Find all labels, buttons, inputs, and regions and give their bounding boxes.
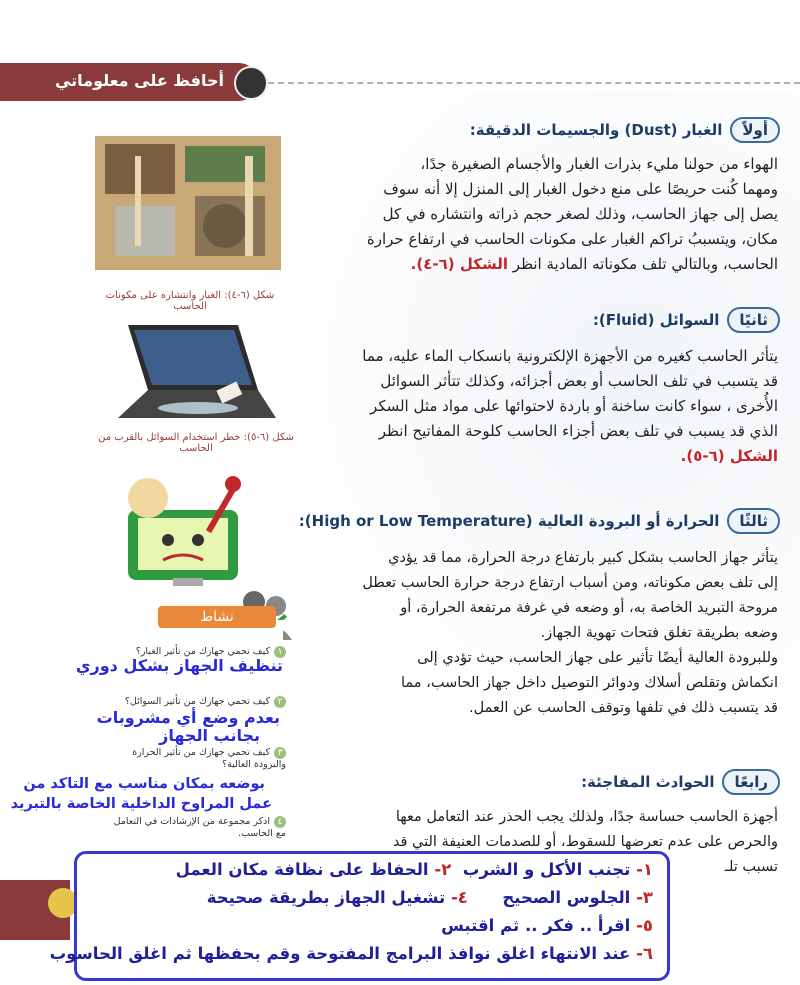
dotted-divider xyxy=(268,82,800,84)
handwritten-answer: بجانب الجهاز xyxy=(159,726,260,745)
para-line: تسبب تلـ xyxy=(724,859,778,875)
activity-question xyxy=(101,816,286,839)
question-text: كيف تحمي جهازك من تأثير الحرارة والبرودة العالية؟ xyxy=(132,747,286,770)
activity-tab: نشاط xyxy=(158,606,276,628)
figure-caption: شكل (٦-٤): الغبار وانتشاره على مكونات الحاسب xyxy=(105,290,275,312)
section-heading: الغبار (Dust) والجسيمات الدقيقة: xyxy=(469,121,723,139)
section-label: ثانيًا xyxy=(727,307,780,333)
para-line: مروحة التبريد الخاصة به، أو وضعه في غرفة مرتفعة الحرارة، أو xyxy=(400,600,778,616)
section-heading: السوائل (Fluid): xyxy=(592,311,720,329)
section-heading: الحوادث المفاجئة: xyxy=(581,773,715,791)
activity-question xyxy=(125,696,286,708)
banner-knob xyxy=(234,66,268,100)
question-text: كيف تحمي جهازك من تأثير الغبار؟ xyxy=(135,646,270,657)
section-banner xyxy=(0,63,258,101)
para-line: وللبرودة العالية أيضًا تأثير على جهاز الحاسب، حيث تؤدي إلى xyxy=(417,650,778,666)
para-line: يتأثر جهاز الحاسب بشكل كبير بارتفاع درجة الحرارة، مما قد يؤدي xyxy=(388,550,778,566)
section-temperature-title xyxy=(299,507,780,535)
question-number: ٢ xyxy=(274,696,286,708)
question-text: كيف تحمي جهازك من تأثير السوائل؟ xyxy=(124,696,270,707)
question-number: ١ xyxy=(274,646,286,658)
para-line: انكماش وتقلص أسلاك ودوائر التوصيل داخل جهاز الحاسب، مما xyxy=(400,675,778,691)
section-label: أولاً xyxy=(730,117,780,143)
section-accidents-title xyxy=(581,768,780,796)
section-label: ثالثًا xyxy=(727,508,780,534)
laptop-spill-image xyxy=(108,320,278,425)
question-text: اذكر مجموعة من الإرشادات في التعامل مع الحاسب. xyxy=(113,816,286,839)
para-line: الأُخرى ، سواء كانت ساخنة أو باردة لاحتوائها على مواد مثل السكر xyxy=(370,397,778,415)
para-line: قد يتسبب في تلف الحاسب أو بعض أجزائه، وكذلك تتأثر السوائل xyxy=(380,372,778,390)
section-fluid-title xyxy=(593,306,780,334)
para-line: إلى تلف بعض مكوناته، ومن أسباب ارتفاع درجة حرارة الحاسب تعطل xyxy=(362,575,778,591)
para-line: والحرص على عدم تعرضها للسقوط، أو للصدمات العنيفة التي قد xyxy=(392,834,778,850)
para-line: الحاسب، وبالتالي تلف مكوناته المادية انظر الشكل (٦-٤). xyxy=(410,255,778,273)
section-dust-title xyxy=(470,116,780,144)
note-line: ٣- الجلوس الصحيح ٤- تشغيل الجهاز بطريقة صحيحة xyxy=(206,888,653,907)
para-line: مكان، ويتسببُ تراكم الغبار على مكونات الحاسب في ارتفاع حرارة xyxy=(366,230,778,248)
paragraph-temperature xyxy=(308,546,778,721)
notes-box xyxy=(49,851,670,981)
para-line: وضعه بطريقة تغلق فتحات تهوية الجهاز. xyxy=(540,625,778,641)
para-line: قد يتسبب ذلك في تلفها وتوقف الحاسب عن العمل. xyxy=(469,700,778,716)
handwritten-answer: بعدم وضع أي مشروبات xyxy=(96,708,280,727)
dusty-computer-image xyxy=(95,136,281,270)
handwritten-answer: تنظيف الجهاز بشكل دوري xyxy=(75,656,283,675)
activity-question xyxy=(101,747,286,770)
question-number: ٣ xyxy=(274,747,286,759)
note-line: ٦- عند الانتهاء اغلق نوافذ البرامج المفتوحة وقم بحفظها ثم اغلق الحاسوب xyxy=(49,944,653,963)
note-line: ٥- اقرأ .. فكر .. ثم اقتبس xyxy=(441,916,653,935)
handwritten-answer: عمل المراوح الداخلية الخاصة بالتبريد xyxy=(10,796,272,812)
para-line: أجهزة الحاسب حساسة جدًا، ولذلك يجب الحذر عند التعامل معها xyxy=(395,809,778,825)
section-label: رابعًا xyxy=(722,769,780,795)
figure-ref: الشكل (٦-٤). xyxy=(410,255,509,273)
hot-computer-cartoon xyxy=(118,470,268,590)
para-line: الذي قد يسبب في تلف بعض أجزاء الحاسب كلوحة المفاتيح انظر xyxy=(378,422,778,440)
para-line: ومهما كُنت حريصًا على منع دخول الغبار إلى المنزل إلا أنه سوف xyxy=(383,180,778,198)
paragraph-fluid xyxy=(308,344,778,469)
para-line: يصل إلى جهاز الحاسب، وذلك لصغر حجم ذراته وانتشاره في كل xyxy=(382,205,778,223)
figure-ref: الشكل (٦-٥). xyxy=(680,447,778,465)
section-heading: الحرارة أو البرودة العالية (High or Low Temperature): xyxy=(298,512,720,530)
banner-title: أحافظ على معلوماتي xyxy=(54,71,224,90)
question-number: ٤ xyxy=(274,816,286,828)
paragraph-dust xyxy=(308,152,778,277)
para-line: الهواء من حولنا مليء بذرات الغبار والأجسام الصغيرة جدًا، xyxy=(420,155,778,173)
note-line: ١- تجنب الأكل و الشرب ٢- الحفاظ على نظافة مكان العمل xyxy=(175,860,653,879)
para-line: يتأثر الحاسب كغيره من الأجهزة الإلكترونية بانسكاب الماء عليه، مما xyxy=(362,347,778,365)
handwritten-answer: بوضعه بمكان مناسب مع التاكد من xyxy=(23,776,265,792)
figure-caption: شكل (٦-٥): خطر استخدام السوائل بالقرب من الحاسب xyxy=(98,432,294,454)
